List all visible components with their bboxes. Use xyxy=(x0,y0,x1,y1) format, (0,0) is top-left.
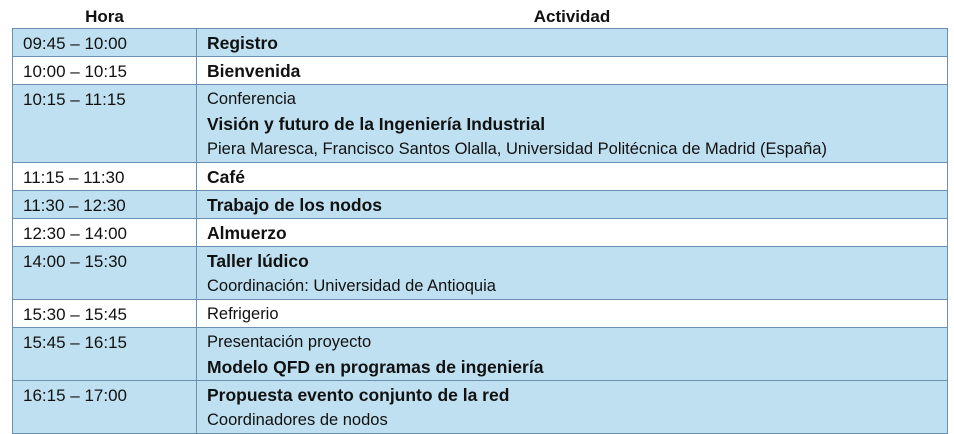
activity-title: Visión y futuro de la Ingeniería Industrial xyxy=(207,114,546,134)
row-time: 15:45 – 16:15 xyxy=(13,328,197,381)
table-row xyxy=(13,163,948,191)
activity-detail: Piera Maresca, Francisco Santos Olalla, Universidad Politécnica de Madrid (España) xyxy=(207,140,827,158)
activity-title: Café xyxy=(207,167,245,187)
activity-detail: Refrigerio xyxy=(207,305,279,323)
table-row xyxy=(13,381,948,434)
row-activity xyxy=(197,29,948,57)
table-row xyxy=(13,29,948,57)
row-time: 11:15 – 11:30 xyxy=(13,163,197,191)
row-activity xyxy=(197,381,948,434)
table-row xyxy=(13,85,948,163)
row-activity xyxy=(197,300,948,328)
table-row xyxy=(13,300,948,328)
table-row xyxy=(13,247,948,300)
row-activity xyxy=(197,191,948,219)
row-activity xyxy=(197,85,948,163)
activity-title: Propuesta evento conjunto de la red xyxy=(207,385,510,405)
table-row xyxy=(13,328,948,381)
activity-title: Modelo QFD en programas de ingeniería xyxy=(207,357,544,377)
row-time: 10:00 – 10:15 xyxy=(13,57,197,85)
activity-title: Taller lúdico xyxy=(207,251,309,271)
row-activity xyxy=(197,219,948,247)
activity-title: Bienvenida xyxy=(207,61,301,81)
activity-detail: Conferencia xyxy=(207,90,296,108)
header-hora: Hora xyxy=(85,7,124,26)
table-row xyxy=(13,57,948,85)
activity-detail: Coordinación: Universidad de Antioquia xyxy=(207,277,496,295)
row-activity xyxy=(197,328,948,381)
header-actividad: Actividad xyxy=(533,7,611,26)
row-time: 12:30 – 14:00 xyxy=(13,219,197,247)
activity-detail: Coordinadores de nodos xyxy=(207,411,388,429)
row-activity xyxy=(197,57,948,85)
schedule-table xyxy=(12,6,948,434)
row-time: 16:15 – 17:00 xyxy=(13,381,197,434)
activity-detail: Presentación proyecto xyxy=(207,333,372,351)
activity-title: Trabajo de los nodos xyxy=(207,195,383,215)
table-row xyxy=(13,219,948,247)
activity-title: Almuerzo xyxy=(207,223,287,243)
row-time: 11:30 – 12:30 xyxy=(13,191,197,219)
row-activity xyxy=(197,163,948,191)
activity-title: Registro xyxy=(207,33,278,53)
row-time: 15:30 – 15:45 xyxy=(13,300,197,328)
row-time: 10:15 – 11:15 xyxy=(13,85,197,163)
schedule-wrapper xyxy=(12,6,948,434)
table-row xyxy=(13,191,948,219)
row-time: 09:45 – 10:00 xyxy=(13,29,197,57)
row-activity xyxy=(197,247,948,300)
row-time: 14:00 – 15:30 xyxy=(13,247,197,300)
table-header-row xyxy=(13,6,948,29)
schedule-body xyxy=(13,29,948,434)
